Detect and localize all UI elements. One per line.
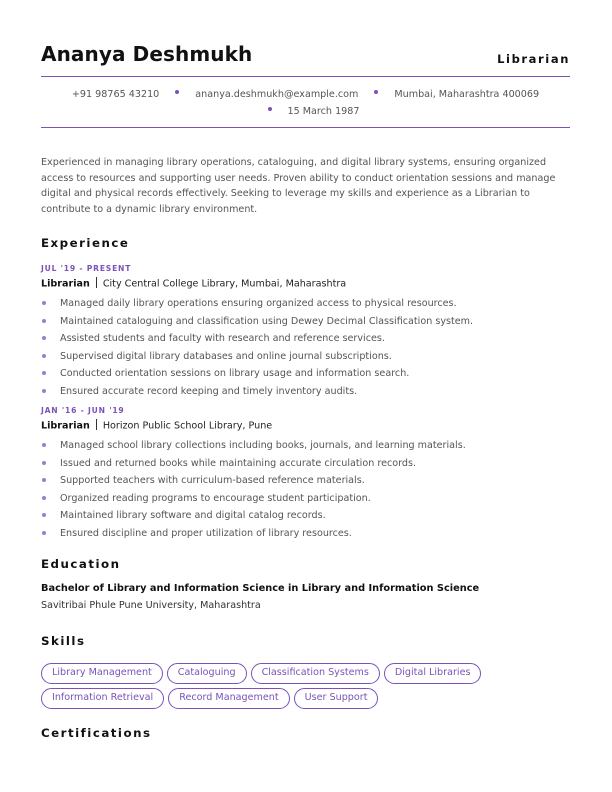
education-degree: Bachelor of Library and Information Science in Library and Information Science <box>41 583 480 594</box>
professional-summary: Experienced in managing library operations, cataloguing, and digital library systems, ensuring organized access to resources and supporting user needs. Proven ability to conduct orientation sessions and manage digital and physical records effectively. Seeking to leverage my skills and experience as a Librarian to contribute to a dynamic library environment. <box>41 157 556 215</box>
contact-email: ananya.deshmukh@example.com <box>195 89 359 100</box>
skill-chip: Library Management <box>41 663 163 684</box>
job-date: JAN '16 - JUN '19 <box>41 406 125 415</box>
bullet-dot-icon <box>374 90 378 94</box>
list-item: Supervised digital library databases and online journal subscriptions. <box>41 348 570 366</box>
skill-row <box>41 660 570 685</box>
bullet-dot-icon <box>42 443 46 447</box>
skill-chip: Information Retrieval <box>41 688 164 709</box>
bullet-dot-icon <box>42 354 46 358</box>
bullet-dot-icon <box>42 478 46 482</box>
bullet-dot-icon <box>42 371 46 375</box>
separator <box>96 419 97 430</box>
skill-chip: User Support <box>294 688 379 709</box>
job-organization: Horizon Public School Library, Pune <box>102 420 273 432</box>
contact-phone: +91 98765 43210 <box>71 89 160 100</box>
resume-header <box>41 40 570 77</box>
skill-chip: Digital Libraries <box>384 663 482 684</box>
skill-chip: Record Management <box>168 688 289 709</box>
bullet-dot-icon <box>268 107 272 111</box>
job-title: Librarian <box>41 420 90 432</box>
bullet-dot-icon <box>42 319 46 323</box>
list-item: Maintained library software and digital catalog records. <box>41 507 570 525</box>
contact-location: Mumbai, Maharashtra 400069 <box>394 89 540 100</box>
section-title-experience: Experience <box>41 236 130 250</box>
skill-row <box>41 685 570 710</box>
skill-chip: Cataloguing <box>167 663 247 684</box>
job-title: Librarian <box>41 278 90 290</box>
list-item: Organized reading programs to encourage student participation. <box>41 490 570 508</box>
divider <box>41 127 570 128</box>
bullet-dot-icon <box>42 461 46 465</box>
bullet-dot-icon <box>42 336 46 340</box>
list-item: Conducted orientation sessions on library usage and information search. <box>41 365 570 383</box>
skills-list <box>41 660 570 710</box>
list-item: Ensured accurate record keeping and timely inventory audits. <box>41 383 570 401</box>
section-title-skills: Skills <box>41 634 86 648</box>
bullet-dot-icon <box>175 90 179 94</box>
contact-dob: 15 March 1987 <box>287 106 360 117</box>
list-item: Maintained cataloguing and classification using Dewey Decimal Classification system. <box>41 313 570 331</box>
skill-chip: Classification Systems <box>251 663 380 684</box>
job-organization: City Central College Library, Mumbai, Maharashtra <box>102 278 347 290</box>
education-school: Savitribai Phule Pune University, Maharashtra <box>41 600 261 611</box>
section-title-certifications: Certifications <box>41 726 152 740</box>
list-item: Ensured discipline and proper utilization of library resources. <box>41 525 570 543</box>
candidate-name: Ananya Deshmukh <box>41 42 253 66</box>
section-title-education: Education <box>41 557 121 571</box>
job-bullets <box>41 437 570 542</box>
job-heading <box>41 278 346 290</box>
job-date: JUL '19 - PRESENT <box>41 264 132 273</box>
list-item: Managed school library collections including books, journals, and learning materials. <box>41 437 570 455</box>
bullet-dot-icon <box>42 389 46 393</box>
list-item: Issued and returned books while maintaining accurate circulation records. <box>41 455 570 473</box>
job-heading <box>41 420 272 432</box>
job-bullets <box>41 295 570 400</box>
bullet-dot-icon <box>42 531 46 535</box>
bullet-dot-icon <box>42 301 46 305</box>
separator <box>96 277 97 288</box>
list-item: Supported teachers with curriculum-based reference materials. <box>41 472 570 490</box>
list-item: Assisted students and faculty with research and reference services. <box>41 330 570 348</box>
list-item: Managed daily library operations ensuring organized access to physical resources. <box>41 295 570 313</box>
contact-info <box>41 86 570 120</box>
bullet-dot-icon <box>42 513 46 517</box>
bullet-dot-icon <box>42 496 46 500</box>
candidate-role: Librarian <box>497 52 570 66</box>
